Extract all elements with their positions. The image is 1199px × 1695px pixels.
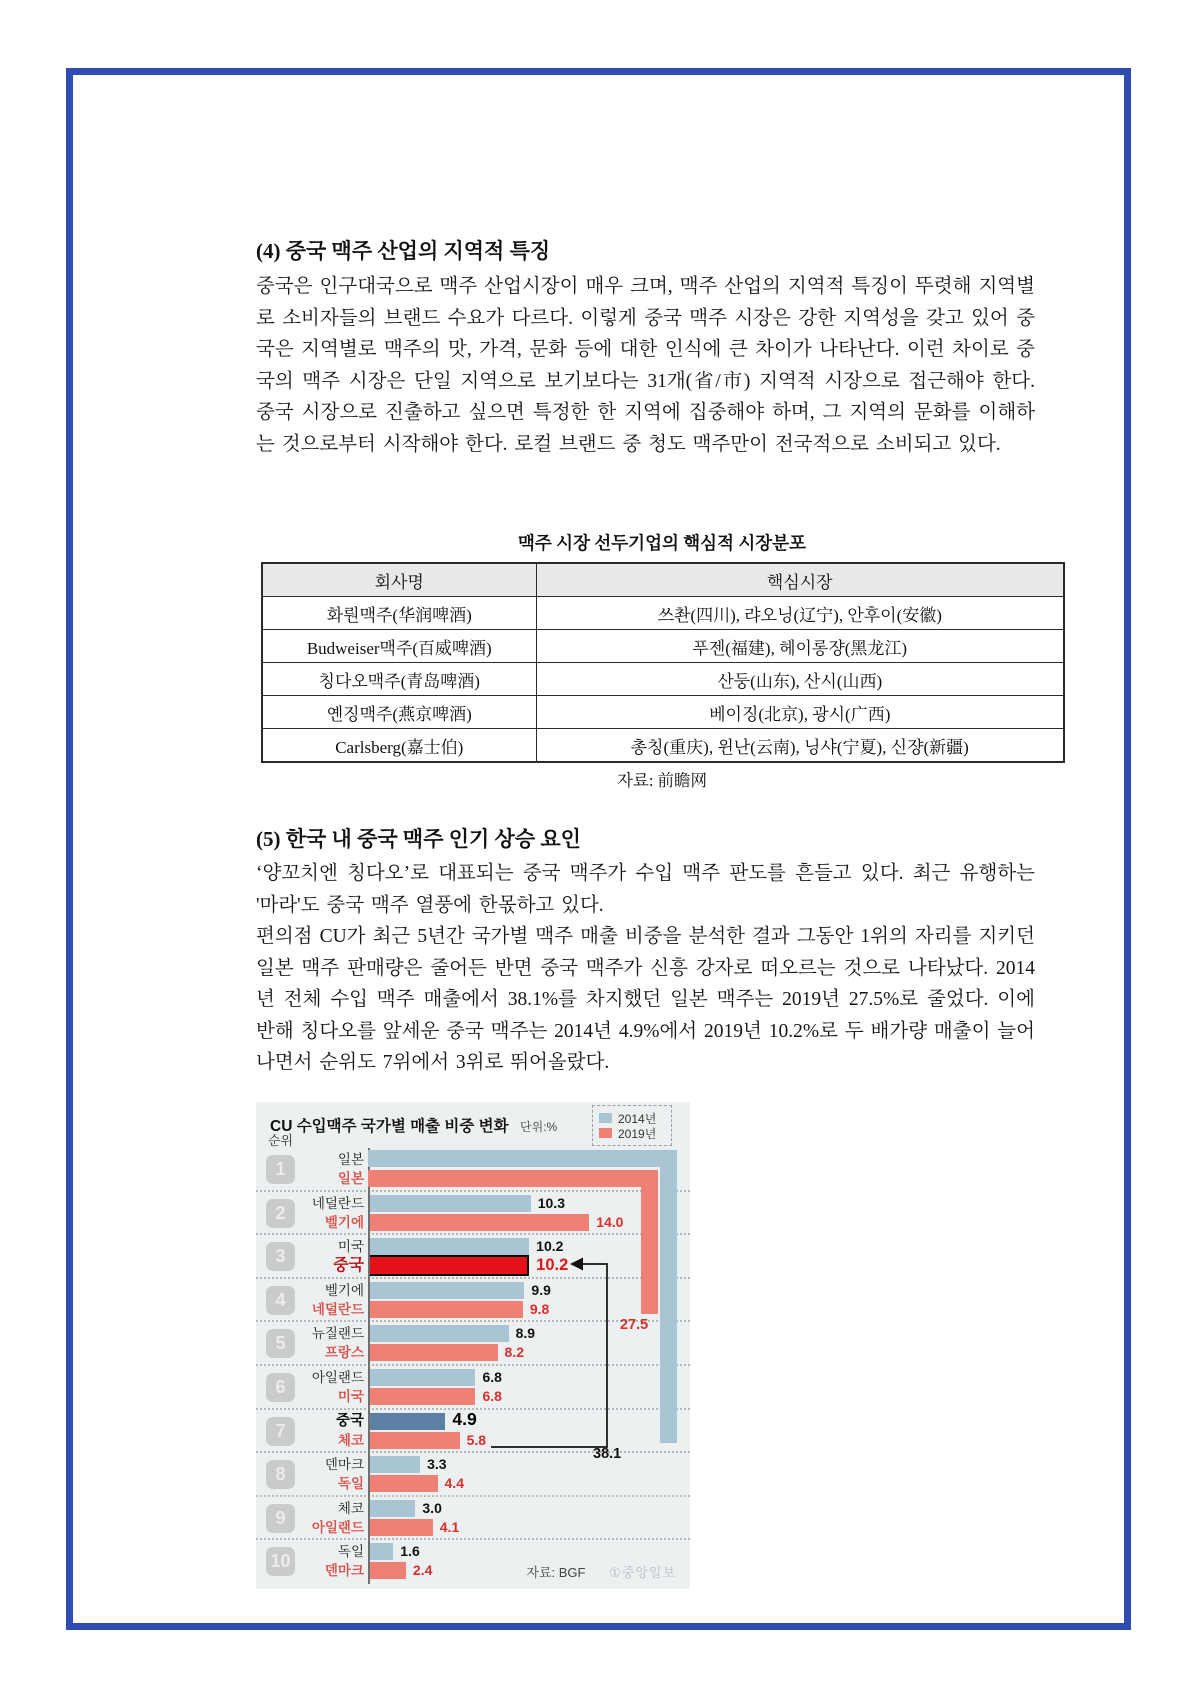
chart-rank-group (256, 1235, 690, 1279)
legend-swatch-2014 (599, 1113, 612, 1123)
table-header-cell: 회사명 (262, 563, 536, 597)
bar-2014 (368, 1500, 415, 1517)
bar-line-2019 (256, 1300, 690, 1319)
bar-line-2014 (256, 1194, 690, 1213)
chart-baseline-axis (368, 1148, 370, 1584)
section5-heading: (5) 한국 내 중국 맥주 인기 상승 요인 (256, 827, 581, 851)
value-label: 1.6 (400, 1543, 420, 1560)
bar-2014 (368, 1325, 509, 1342)
japan-2014-bar-vertical (660, 1150, 677, 1443)
rank-axis-label: 순위 (268, 1133, 294, 1148)
country-label: 덴마크 (324, 1563, 364, 1579)
bar-line-2019 (256, 1343, 690, 1362)
table-cell: 쓰촨(四川), 랴오닝(辽宁), 안후이(安徽) (536, 597, 1064, 630)
rank-badge: 1 (266, 1155, 295, 1184)
chart-rank-group (256, 1497, 690, 1541)
country-label: 네덜란드 (311, 1301, 364, 1317)
bar-2019 (368, 1475, 438, 1492)
chart-rank-group (256, 1410, 690, 1454)
japan-2014-value-label: 38.1 (593, 1446, 622, 1462)
chart-rows (256, 1148, 690, 1584)
bar-line-2014 (256, 1368, 690, 1387)
bar-2019 (368, 1301, 523, 1318)
chart-rank-group (256, 1279, 690, 1323)
rank-badge: 7 (266, 1417, 295, 1446)
bar-line-2014 (256, 1455, 690, 1474)
table-header-cell: 핵심시장 (536, 563, 1064, 597)
chart-header (270, 1114, 557, 1136)
country-label: 미국 (337, 1239, 364, 1255)
country-label: 중국 (333, 1257, 364, 1275)
japan-2014-bar-horizontal (368, 1150, 677, 1167)
legend-label-2014: 2014년 (618, 1111, 657, 1126)
chart-rank-group (256, 1366, 690, 1410)
value-label: 3.0 (422, 1499, 442, 1516)
rank-badge: 9 (266, 1504, 295, 1533)
rank-badge: 4 (266, 1286, 295, 1315)
chart-unit-label: 단위:% (520, 1120, 558, 1134)
value-label: 2.4 (412, 1562, 433, 1579)
bar-line-2014 (256, 1237, 690, 1256)
country-label: 벨기에 (324, 1214, 364, 1230)
legend-swatch-2019 (599, 1128, 612, 1138)
japan-2019-bar-vertical (641, 1170, 658, 1314)
country-label: 미국 (337, 1388, 364, 1404)
country-label: 프랑스 (324, 1345, 364, 1361)
chart-legend (592, 1105, 672, 1146)
table-cell: 화뤈맥주(华润啤酒) (262, 597, 536, 630)
bar-2019 (368, 1214, 589, 1231)
section5-para2: 편의점 CU가 최근 5년간 국가별 맥주 매출 비중을 분석한 결과 그동안 1위의 자리를 지키던 일본 맥주 판매량은 줄어든 반면 중국 맥주가 신흥 강자로 떠오르는 것으로 나타났다. 2014년 전체 수입 맥주 매출에서 38.1%를 차지했던 일본 맥주는 2019년 27.5%로 줄었다. 이에 반해 칭다오를 앞세운 중국 맥주는 2014년 4.9%에서 2019년 10.2%로 두 배가량 매출이 늘어나면서 순위도 7위에서 3위로 뛰어올랐다. (256, 926, 1035, 1073)
country-label: 독일 (337, 1544, 364, 1560)
chart-rank-group (256, 1453, 690, 1497)
value-label: 5.8 (466, 1431, 487, 1448)
table-cell: 베이징(北京), 광시(广西) (536, 696, 1064, 729)
table-cell: 칭다오맥주(青岛啤酒) (262, 663, 536, 696)
value-label: 4.1 (439, 1518, 460, 1535)
country-label: 체코 (337, 1500, 364, 1516)
table-title: 맥주 시장 선두기업의 핵심적 시장분포 (518, 533, 806, 553)
country-label: 중국 (335, 1412, 364, 1429)
rank-badge: 2 (266, 1199, 295, 1228)
page-border-frame (66, 68, 1131, 1630)
table-cell: Carlsberg(嘉士伯) (262, 729, 536, 763)
value-label: 10.2 (536, 1256, 569, 1275)
country-label: 벨기에 (324, 1282, 364, 1298)
japan-2019-value-label: 27.5 (620, 1317, 649, 1333)
joongang-ilbo-logo: ①중앙일보 (609, 1565, 676, 1580)
rank-badge: 6 (266, 1373, 295, 1402)
value-label: 8.2 (504, 1344, 525, 1361)
country-label: 네덜란드 (311, 1195, 364, 1211)
bar-line-2019 (256, 1474, 690, 1493)
table-header-row (262, 563, 1064, 597)
bar-2019 (368, 1519, 433, 1536)
country-label: 일본 (337, 1171, 364, 1186)
legend-label-2019: 2019년 (618, 1126, 657, 1141)
value-label: 14.0 (596, 1213, 624, 1230)
chart-rank-group (256, 1192, 690, 1236)
bar-2019 (368, 1255, 529, 1276)
bar-2014 (368, 1238, 529, 1255)
country-label: 체코 (337, 1432, 364, 1448)
bar-line-2019 (256, 1431, 690, 1450)
table-cell: Budweiser맥주(百威啤酒) (262, 630, 536, 663)
country-label: 일본 (337, 1152, 364, 1167)
country-label: 아일랜드 (311, 1519, 364, 1535)
table-cell: 푸젠(福建), 헤이롱쟝(黑龙江) (536, 630, 1064, 663)
section4-heading: (4) 중국 맥주 산업의 지역적 특징 (256, 239, 551, 263)
legend-item-2014 (599, 1111, 665, 1125)
table-row (262, 729, 1064, 763)
bar-2014 (368, 1195, 531, 1212)
bar-line-2014 (256, 1408, 690, 1431)
chart-title: CU 수입맥주 국가별 매출 비중 변화 (270, 1118, 509, 1135)
bar-line-2014 (256, 1542, 690, 1561)
bar-2014 (368, 1369, 475, 1386)
bar-2019 (368, 1388, 475, 1405)
country-label: 독일 (337, 1476, 364, 1492)
value-label: 8.9 (515, 1325, 536, 1342)
value-label: 4.4 (444, 1475, 464, 1492)
value-label: 6.8 (482, 1368, 502, 1385)
country-label: 뉴질랜드 (311, 1326, 364, 1342)
value-label: 6.8 (482, 1387, 502, 1404)
table-row (262, 597, 1064, 630)
value-label: 3.3 (427, 1456, 447, 1473)
section5-para1: ‘양꼬치엔 칭다오’로 대표되는 중국 맥주가 수입 맥주 판도를 흔들고 있다. 최근 유행하는 '마라'도 중국 맥주 열풍에 한몫하고 있다. (256, 863, 1035, 916)
bar-2019 (368, 1344, 498, 1361)
section4-body: 중국은 인구대국으로 맥주 산업시장이 매우 크며, 맥주 산업의 지역적 특징이 뚜렷해 지역별로 소비자들의 브랜드 수요가 다르다. 이렇게 중국 맥주 시장은 강한 지역성을 갖고 있어 중국은 지역별로 맥주의 맛, 가격, 문화 등에 대한 인식에 큰 차이가 나타난다. 이런 차이로 중국의 맥주 시장은 단일 지역으로 보기보다는 31개(省/市) 지역적 시장으로 접근해야 한다. 중국 시장으로 진출하고 싶으면 특정한 한 지역에 집중해야 하며, 그 지역의 문화를 이해하는 것으로부터 시작해야 한다. 로컬 브랜드 중 청도 맥주만이 전국적으로 소비되고 있다. (256, 276, 1035, 455)
value-label: 9.8 (529, 1300, 550, 1317)
bar-line-2014 (256, 1499, 690, 1518)
rank-badge: 8 (266, 1460, 295, 1489)
country-label: 덴마크 (324, 1457, 364, 1473)
rank-badge: 10 (266, 1547, 295, 1576)
table-row (262, 630, 1064, 663)
japan-2019-bar-horizontal (368, 1170, 658, 1187)
bar-2014 (368, 1282, 524, 1299)
bar-line-2014 (256, 1281, 690, 1300)
bar-line-2019 (256, 1213, 690, 1232)
bar-2019 (368, 1432, 460, 1449)
chart-footer (256, 1562, 676, 1581)
bar-2014 (368, 1413, 445, 1430)
value-label: 10.2 (536, 1238, 564, 1255)
table-cell: 총칭(重庆), 윈난(云南), 닝샤(宁夏), 신쟝(新疆) (536, 729, 1064, 763)
rank-badge: 5 (266, 1329, 295, 1358)
value-label: 10.3 (537, 1194, 565, 1211)
table-row (262, 663, 1064, 696)
bar-line-2019 (256, 1256, 690, 1275)
bar-line-2019 (256, 1387, 690, 1406)
beer-import-share-chart (256, 1102, 690, 1589)
table-cell: 산둥(山东), 산시(山西) (536, 663, 1064, 696)
legend-item-2019 (599, 1126, 665, 1140)
bar-2014 (368, 1456, 420, 1473)
leading-companies-table (261, 562, 1065, 763)
rank-badge: 3 (266, 1242, 295, 1271)
bar-line-2019 (256, 1518, 690, 1537)
value-label: 9.9 (531, 1281, 551, 1298)
chart-source: 자료: BGF (526, 1565, 586, 1580)
table-cell: 옌징맥주(燕京啤酒) (262, 696, 536, 729)
country-label: 아일랜드 (311, 1369, 364, 1385)
table-row (262, 696, 1064, 729)
value-label: 4.9 (452, 1408, 477, 1429)
bar-2014 (368, 1543, 393, 1560)
table-source: 자료: 前瞻网 (616, 771, 708, 790)
